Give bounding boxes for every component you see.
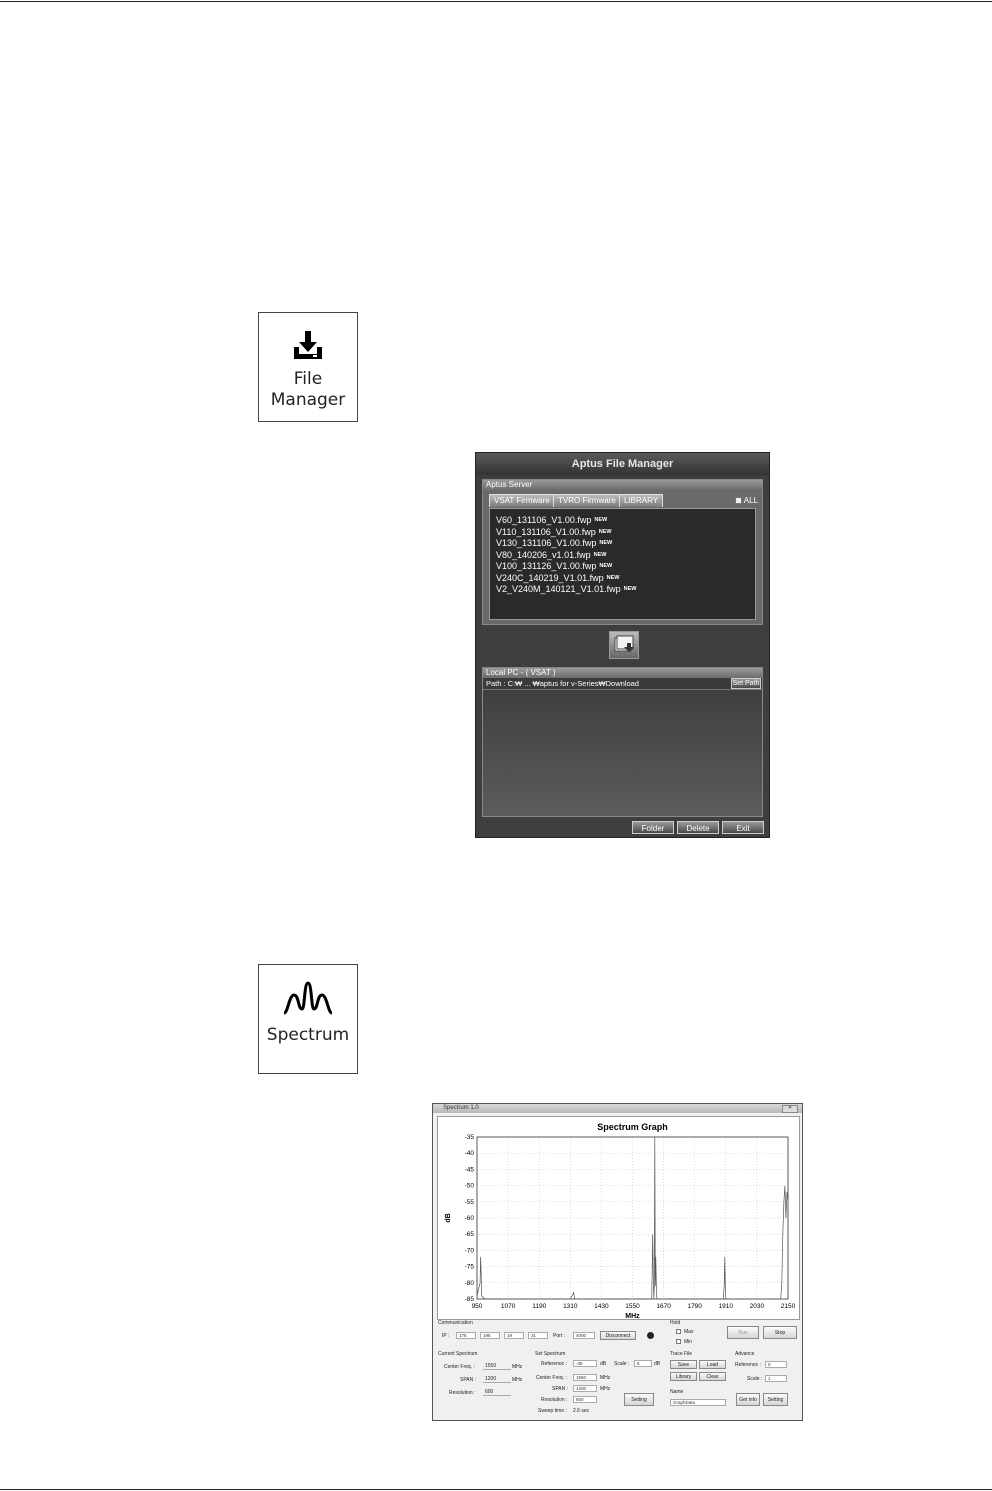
scale-select[interactable]: 5 bbox=[634, 1360, 652, 1367]
y-tick-label: -60 bbox=[464, 1215, 474, 1222]
x-tick-label: 1190 bbox=[532, 1303, 547, 1310]
advance-label: Advance bbox=[735, 1351, 755, 1357]
disconnect-button[interactable]: Disconnect bbox=[600, 1331, 636, 1340]
save-button[interactable]: Save bbox=[670, 1360, 697, 1369]
ip-octet-3[interactable]: 19 bbox=[504, 1332, 524, 1339]
y-tick-label: -55 bbox=[464, 1198, 474, 1206]
window-title: Aptus File Manager bbox=[476, 453, 769, 475]
x-tick-label: 2150 bbox=[780, 1303, 796, 1310]
trace-file-group bbox=[668, 1349, 732, 1419]
current-span-unit: MHz bbox=[512, 1377, 523, 1383]
current-span-value: 1200 bbox=[483, 1376, 511, 1383]
port-field[interactable]: 4000 bbox=[573, 1332, 595, 1339]
set-spectrum-setting-button[interactable]: Setting bbox=[624, 1393, 654, 1406]
set-res-label: Resolution : bbox=[541, 1397, 568, 1403]
file-manager-window bbox=[475, 452, 770, 838]
get-info-button[interactable]: Get info bbox=[736, 1393, 760, 1406]
top-rule bbox=[0, 1, 992, 2]
new-badge: NEW bbox=[599, 563, 613, 569]
tab-vsat-firmware[interactable]: VSAT Firmware bbox=[489, 494, 555, 507]
trace-name-label: Name bbox=[670, 1389, 684, 1395]
list-item[interactable] bbox=[490, 550, 755, 562]
x-tick-label: 1310 bbox=[563, 1303, 578, 1310]
spectrum-chart bbox=[438, 1117, 799, 1319]
current-res-value: 600 bbox=[483, 1389, 511, 1396]
current-center-label: Center Freq. : bbox=[444, 1364, 475, 1370]
current-center-unit: MHz bbox=[512, 1364, 523, 1370]
y-tick-label: -75 bbox=[464, 1263, 474, 1271]
spectrum-wave-icon bbox=[278, 979, 338, 1019]
spectrum-window-title: Spectrum 1.0 bbox=[443, 1105, 479, 1111]
file-name: V130_131106_V1.00.fwp bbox=[496, 538, 597, 548]
path-text: Path : C:₩ ... ₩aptus for v-Series₩Download bbox=[486, 679, 639, 688]
min-label: Min bbox=[684, 1339, 693, 1345]
list-item[interactable] bbox=[490, 573, 755, 585]
max-checkbox[interactable] bbox=[676, 1329, 681, 1334]
spectrum-window bbox=[432, 1103, 803, 1421]
server-section-header: Aptus Server bbox=[483, 480, 762, 490]
set-center-unit: MHz bbox=[600, 1375, 611, 1381]
y-tick-label: -85 bbox=[464, 1296, 474, 1303]
y-tick-label: -40 bbox=[464, 1150, 474, 1158]
communication-label: Communication bbox=[438, 1320, 473, 1326]
advance-scale-label: Scale : bbox=[747, 1376, 763, 1382]
server-file-list bbox=[489, 508, 756, 620]
download-button[interactable] bbox=[609, 631, 639, 659]
y-tick-label: -50 bbox=[464, 1182, 474, 1190]
local-section bbox=[482, 667, 763, 817]
spectrum-launcher-label: Spectrum bbox=[266, 1025, 350, 1045]
all-checkbox-label: ALL bbox=[743, 496, 758, 505]
list-item[interactable] bbox=[490, 515, 755, 527]
run-button[interactable]: Run bbox=[727, 1326, 759, 1339]
hold-group bbox=[668, 1320, 720, 1350]
reference-stepper[interactable]: -35 bbox=[573, 1360, 597, 1367]
advance-ref-label: Reference : bbox=[735, 1362, 761, 1368]
advance-group bbox=[733, 1349, 799, 1419]
sweep-label: Sweep time : bbox=[538, 1408, 567, 1414]
x-tick-label: 1430 bbox=[594, 1303, 609, 1310]
hold-label: Hold bbox=[670, 1320, 681, 1326]
current-spectrum-group bbox=[436, 1349, 532, 1417]
file-name: V100_131126_V1.00.fwp bbox=[496, 561, 597, 571]
set-span-label: SPAN : bbox=[552, 1386, 569, 1392]
set-spectrum-label: Set Spectrum bbox=[535, 1351, 566, 1357]
port-label: Port : bbox=[553, 1333, 565, 1339]
set-span-unit: MHz bbox=[600, 1386, 611, 1392]
advance-setting-button[interactable]: Setting bbox=[763, 1393, 788, 1406]
x-tick-label: 1790 bbox=[687, 1303, 702, 1310]
min-checkbox[interactable] bbox=[676, 1339, 681, 1344]
x-tick-label: 1670 bbox=[656, 1303, 671, 1310]
file-manager-launcher[interactable] bbox=[258, 312, 358, 422]
tab-library[interactable]: LIBRARY bbox=[619, 494, 663, 507]
new-badge: NEW bbox=[623, 586, 637, 592]
close-icon[interactable]: ✕ bbox=[782, 1105, 798, 1113]
new-badge: NEW bbox=[598, 528, 612, 535]
folder-button[interactable]: Folder bbox=[632, 821, 674, 834]
all-checkbox[interactable] bbox=[735, 496, 758, 505]
y-tick-label: -45 bbox=[464, 1166, 474, 1174]
x-tick-label: 2030 bbox=[749, 1303, 765, 1310]
download-arrow-icon bbox=[610, 632, 638, 658]
y-tick-label: -80 bbox=[464, 1279, 474, 1287]
spectrum-graph-panel bbox=[437, 1116, 800, 1320]
library-button[interactable]: Library bbox=[670, 1372, 697, 1381]
chart-title: Spectrum Graph bbox=[597, 1122, 668, 1132]
new-badge: NEW bbox=[599, 540, 613, 546]
file-manager-label-1: File bbox=[293, 369, 323, 389]
stop-button[interactable]: Stop bbox=[763, 1326, 797, 1339]
set-ref-unit: dB bbox=[600, 1361, 607, 1367]
communication-group bbox=[436, 1320, 666, 1348]
resolution-select[interactable]: 600 bbox=[573, 1396, 597, 1403]
x-tick-label: 950 bbox=[471, 1303, 483, 1310]
y-tick-label: -70 bbox=[464, 1247, 474, 1255]
center-freq-input[interactable]: 1550 bbox=[573, 1374, 597, 1381]
ip-label: IP : bbox=[442, 1333, 450, 1339]
firmware-tabs bbox=[483, 494, 762, 508]
file-name: V110_131106_V1.00.fwp bbox=[496, 526, 596, 537]
list-item[interactable] bbox=[490, 527, 755, 539]
current-span-label: SPAN : bbox=[460, 1377, 477, 1383]
file-name: V80_140206_v1.01.fwp bbox=[496, 549, 591, 560]
advance-scale-input[interactable]: 1 bbox=[765, 1375, 787, 1382]
file-manager-label-2: Manager bbox=[270, 390, 346, 410]
set-spectrum-group bbox=[533, 1349, 665, 1419]
server-section bbox=[482, 479, 763, 625]
y-tick-label: -65 bbox=[464, 1231, 474, 1239]
set-path-button[interactable]: Set Path bbox=[732, 680, 760, 687]
file-name: V60_131106_V1.00.fwp bbox=[496, 515, 592, 525]
set-ref-label: Reference : bbox=[541, 1361, 567, 1367]
ip-octet-1[interactable]: 175 bbox=[456, 1332, 476, 1339]
new-badge: NEW bbox=[594, 517, 608, 523]
spectrum-launcher[interactable] bbox=[258, 964, 358, 1074]
x-tick-label: 1910 bbox=[718, 1303, 734, 1310]
set-scale-label: Scale : bbox=[614, 1361, 630, 1367]
ip-octet-4[interactable]: 31 bbox=[528, 1332, 548, 1339]
sweep-value: 2.6 sec bbox=[573, 1408, 590, 1414]
bottom-rule bbox=[0, 1489, 992, 1490]
spectrum-title-bar bbox=[433, 1104, 802, 1113]
all-checkbox-box[interactable] bbox=[735, 497, 742, 504]
new-badge: NEW bbox=[606, 574, 620, 581]
trace-name-select[interactable]: GraphData bbox=[670, 1399, 726, 1406]
span-select[interactable]: 1200 bbox=[573, 1385, 597, 1392]
local-section-header: Local PC - ( VSAT ) bbox=[483, 668, 762, 678]
ip-octet-2[interactable]: 195 bbox=[480, 1332, 500, 1339]
set-scale-unit: dB bbox=[654, 1361, 661, 1367]
y-tick-label: -35 bbox=[464, 1134, 474, 1141]
delete-button[interactable]: Delete bbox=[677, 821, 719, 834]
trace-file-label: Trace File bbox=[670, 1351, 693, 1357]
list-item[interactable] bbox=[490, 584, 755, 596]
clear-button[interactable]: Clear bbox=[699, 1372, 726, 1381]
list-item[interactable] bbox=[490, 561, 755, 573]
list-item[interactable] bbox=[490, 538, 755, 550]
x-tick-label: 1070 bbox=[500, 1303, 516, 1310]
y-axis-label: dB bbox=[445, 1213, 452, 1223]
set-center-label: Center Freq. : bbox=[536, 1375, 567, 1381]
load-button[interactable]: Load bbox=[699, 1360, 726, 1369]
advance-reference-input[interactable]: 0 bbox=[765, 1361, 787, 1368]
x-tick-label: 1550 bbox=[625, 1303, 640, 1310]
current-spectrum-label: Current Spectrum bbox=[438, 1351, 478, 1357]
new-badge: NEW bbox=[593, 551, 607, 558]
max-label: Max bbox=[684, 1329, 694, 1335]
connection-status-indicator bbox=[647, 1332, 654, 1339]
exit-button[interactable]: Exit bbox=[722, 821, 764, 834]
tab-tvro-firmware[interactable]: TVRO Firmware bbox=[553, 494, 621, 507]
path-bar bbox=[483, 678, 762, 690]
download-tray-icon bbox=[288, 325, 328, 365]
x-axis-label: MHz bbox=[625, 1313, 640, 1319]
current-res-label: Resolution : bbox=[449, 1390, 476, 1396]
current-center-value: 1550 bbox=[483, 1363, 511, 1370]
file-name: V240C_140219_V1.01.fwp bbox=[496, 572, 604, 583]
file-name: V2_V240M_140121_V1.01.fwp bbox=[496, 584, 621, 594]
